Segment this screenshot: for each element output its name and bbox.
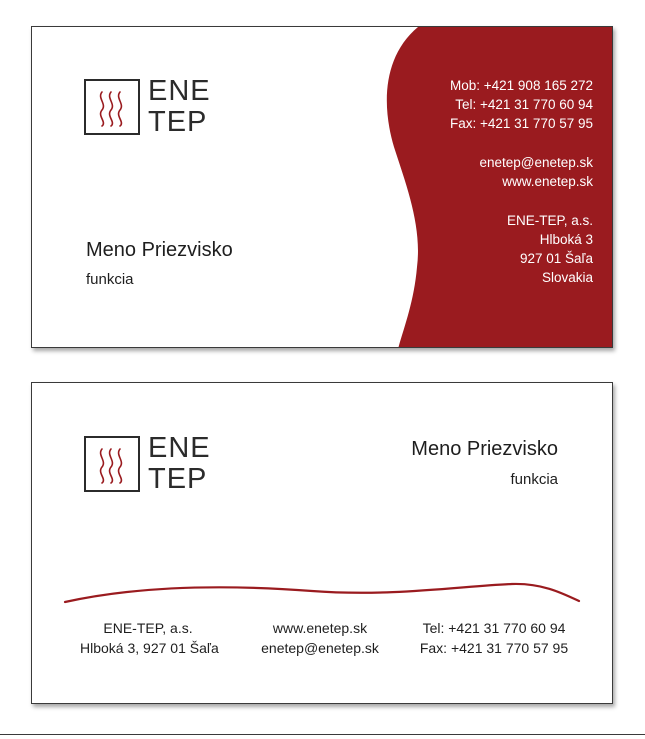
city: 927 01 Šaľa bbox=[520, 251, 593, 266]
person-function: funkcia bbox=[510, 471, 558, 488]
logo-text-line2: TEP bbox=[148, 463, 208, 495]
fax-number: Fax: +421 31 770 57 95 bbox=[450, 116, 593, 131]
person-name: Meno Priezvisko bbox=[86, 239, 233, 261]
mobile-number: Mob: +421 908 165 272 bbox=[450, 78, 593, 93]
fax-number: Fax: +421 31 770 57 95 bbox=[419, 640, 569, 656]
business-card-front bbox=[31, 26, 613, 348]
email-link[interactable]: enetep@enetep.sk bbox=[261, 640, 379, 656]
logo-text-line2: TEP bbox=[148, 106, 208, 138]
website-link[interactable]: www.enetep.sk bbox=[272, 620, 368, 636]
address-block bbox=[507, 211, 593, 287]
tel-number: Tel: +421 31 770 60 94 bbox=[422, 620, 566, 636]
country: Slovakia bbox=[541, 270, 593, 285]
address-column bbox=[80, 618, 219, 658]
logo-text-line1: ENE bbox=[148, 75, 211, 107]
email-link[interactable]: enetep@enetep.sk bbox=[479, 155, 593, 170]
person-name: Meno Priezvisko bbox=[411, 438, 558, 460]
company-name: ENE-TEP, a.s. bbox=[103, 620, 193, 636]
tel-number: Tel: +421 31 770 60 94 bbox=[455, 97, 593, 112]
street: Hlboká 3 bbox=[539, 232, 593, 247]
web-column bbox=[254, 618, 386, 658]
logo-text-line1: ENE bbox=[148, 432, 211, 464]
heat-waves-icon bbox=[84, 79, 140, 135]
enetep-logo bbox=[84, 75, 224, 139]
heat-waves-icon bbox=[84, 436, 140, 492]
person-function: funkcia bbox=[86, 271, 134, 288]
business-card-back bbox=[31, 382, 613, 704]
street-city: Hlboká 3, 927 01 Šaľa bbox=[80, 640, 219, 656]
divider bbox=[0, 734, 645, 735]
company-name: ENE-TEP, a.s. bbox=[506, 213, 593, 228]
website-link[interactable]: www.enetep.sk bbox=[502, 174, 593, 189]
phone-column bbox=[418, 618, 570, 658]
phone-block bbox=[450, 76, 593, 133]
web-block bbox=[479, 153, 593, 191]
enetep-logo bbox=[84, 432, 224, 496]
